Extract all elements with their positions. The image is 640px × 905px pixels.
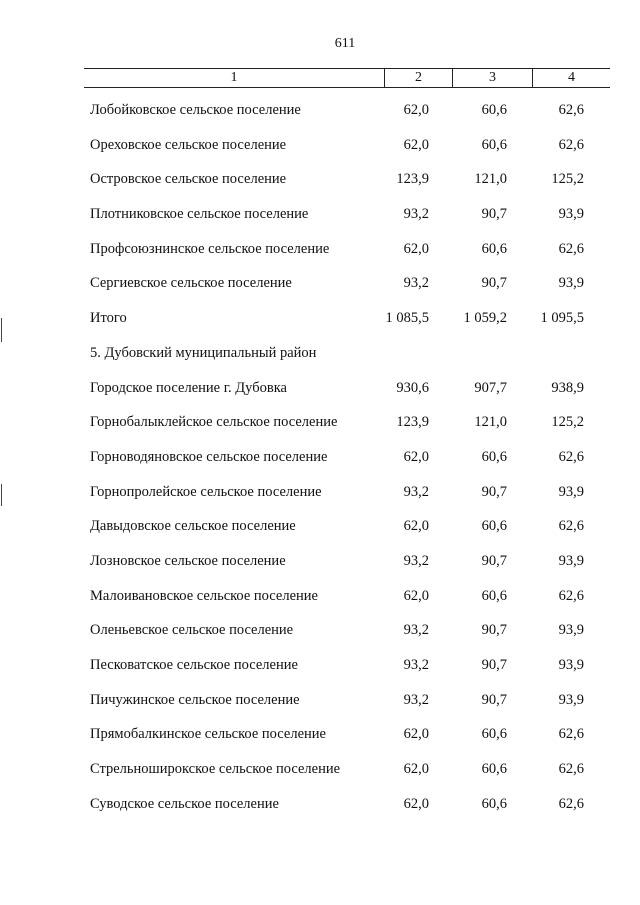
table-row xyxy=(0,476,640,511)
section-heading: 5. Дубовский муниципальный район xyxy=(90,344,317,361)
row-name: Плотниковское сельское поселение xyxy=(90,206,309,223)
row-value-col4: 125,2 xyxy=(551,171,584,188)
table-row xyxy=(0,441,640,476)
row-name: Горнобалыклейское сельское поселение xyxy=(90,414,338,431)
table-row xyxy=(0,372,640,407)
table-body xyxy=(0,94,640,822)
row-value-col2: 93,2 xyxy=(403,275,429,292)
row-value-col4: 93,9 xyxy=(558,275,584,292)
row-value-col2: 123,9 xyxy=(396,171,429,188)
table-row xyxy=(0,129,640,164)
row-name: Оленьевское сельское поселение xyxy=(90,622,294,639)
row-value-col2: 93,2 xyxy=(403,206,429,223)
row-name: Пичужинское сельское поселение xyxy=(90,691,300,708)
row-value-col2: 1 085,5 xyxy=(385,310,429,327)
table-row xyxy=(0,580,640,615)
row-name: Лозновское сельское поселение xyxy=(90,552,286,569)
row-value-col2: 62,0 xyxy=(403,448,429,465)
row-value-col4: 938,9 xyxy=(551,379,584,396)
row-value-col2: 62,0 xyxy=(403,102,429,118)
row-name: Профсоюзнинское сельское поселение xyxy=(90,240,330,257)
row-value-col3: 90,7 xyxy=(481,483,507,500)
row-value-col3: 60,6 xyxy=(481,795,507,812)
row-value-col4: 62,6 xyxy=(558,726,584,743)
table-row xyxy=(0,233,640,268)
column-header-1: 1 xyxy=(230,70,238,85)
table-row-total xyxy=(0,302,640,337)
row-value-col4: 62,6 xyxy=(558,761,584,778)
row-value-col4: 62,6 xyxy=(558,587,584,604)
row-value-col3: 90,7 xyxy=(481,657,507,673)
row-value-col3: 60,6 xyxy=(481,240,507,257)
row-value-col4: 62,6 xyxy=(558,518,584,535)
row-value-col4: 93,9 xyxy=(558,483,584,500)
table-row xyxy=(0,614,640,649)
row-value-col2: 62,0 xyxy=(403,761,429,778)
row-name: Давыдовское сельское поселение xyxy=(90,518,296,535)
row-value-col3: 60,6 xyxy=(481,136,507,153)
row-name: Лобойковское сельское поселение xyxy=(90,102,301,118)
row-value-col4: 62,6 xyxy=(558,102,584,118)
row-value-col2: 93,2 xyxy=(403,691,429,708)
row-name: Суводское сельское поселение xyxy=(90,795,279,812)
section-heading-row xyxy=(0,337,640,372)
row-value-col4: 93,9 xyxy=(558,206,584,223)
row-value-col4: 93,9 xyxy=(558,552,584,569)
row-value-col2: 62,0 xyxy=(403,136,429,153)
row-value-col2: 93,2 xyxy=(403,622,429,639)
row-value-col3: 121,0 xyxy=(474,171,507,188)
row-value-col3: 60,6 xyxy=(481,726,507,743)
row-value-col4: 125,2 xyxy=(551,414,584,431)
table-row xyxy=(0,718,640,753)
row-value-col2: 123,9 xyxy=(396,414,429,431)
row-value-col3: 1 059,2 xyxy=(463,310,507,327)
column-header-4: 4 xyxy=(532,69,610,87)
row-value-col3: 90,7 xyxy=(481,622,507,639)
table-row xyxy=(0,649,640,684)
row-value-col2: 930,6 xyxy=(396,379,429,396)
row-value-col3: 90,7 xyxy=(481,275,507,292)
table-row xyxy=(0,684,640,719)
row-value-col2: 62,0 xyxy=(403,795,429,812)
row-value-col4: 93,9 xyxy=(558,622,584,639)
row-value-col2: 93,2 xyxy=(403,657,429,673)
column-header-3: 3 xyxy=(452,69,532,87)
row-value-col4: 62,6 xyxy=(558,240,584,257)
row-name: Итого xyxy=(90,310,127,327)
table-row xyxy=(0,510,640,545)
row-value-col2: 62,0 xyxy=(403,726,429,743)
row-name: Городское поселение г. Дубовка xyxy=(90,379,287,396)
row-name: Горноводяновское сельское поселение xyxy=(90,448,328,465)
row-name: Горнопролейское сельское поселение xyxy=(90,483,322,500)
row-name: Сергиевское сельское поселение xyxy=(90,275,292,292)
row-value-col4: 62,6 xyxy=(558,795,584,812)
table-row xyxy=(0,545,640,580)
row-name: Малоивановское сельское поселение xyxy=(90,587,318,604)
table-row xyxy=(0,163,640,198)
row-value-col3: 121,0 xyxy=(474,414,507,431)
row-value-col3: 90,7 xyxy=(481,206,507,223)
row-name: Прямобалкинское сельское поселение xyxy=(90,726,326,743)
row-name: Стрельноширокское сельское поселение xyxy=(90,761,341,778)
row-value-col4: 62,6 xyxy=(558,136,584,153)
row-value-col3: 90,7 xyxy=(481,691,507,708)
row-value-col3: 907,7 xyxy=(474,379,507,396)
row-value-col2: 93,2 xyxy=(403,552,429,569)
page-number: 611 xyxy=(334,36,356,51)
table-row xyxy=(0,94,640,129)
table-row xyxy=(0,267,640,302)
row-name: Песковатское сельское поселение xyxy=(90,657,298,673)
row-value-col2: 62,0 xyxy=(403,240,429,257)
row-value-col4: 93,9 xyxy=(558,691,584,708)
row-name: Островское сельское поселение xyxy=(90,171,287,188)
row-value-col3: 90,7 xyxy=(481,552,507,569)
table-row xyxy=(0,788,640,823)
table-row xyxy=(0,406,640,441)
row-value-col3: 60,6 xyxy=(481,761,507,778)
scan-margin-mark xyxy=(1,484,2,506)
row-value-col3: 60,6 xyxy=(481,518,507,535)
row-value-col4: 93,9 xyxy=(558,657,584,673)
table-row xyxy=(0,198,640,233)
scan-margin-mark xyxy=(1,318,2,342)
row-value-col3: 60,6 xyxy=(481,448,507,465)
row-value-col4: 62,6 xyxy=(558,448,584,465)
row-value-col3: 60,6 xyxy=(481,102,507,118)
row-name: Ореховское сельское поселение xyxy=(90,136,287,153)
row-value-col3: 60,6 xyxy=(481,587,507,604)
row-value-col2: 62,0 xyxy=(403,518,429,535)
row-value-col2: 62,0 xyxy=(403,587,429,604)
column-header-2: 2 xyxy=(384,69,452,87)
table-header xyxy=(84,68,610,88)
table-row xyxy=(0,753,640,788)
row-value-col2: 93,2 xyxy=(403,483,429,500)
row-value-col4: 1 095,5 xyxy=(540,310,584,327)
